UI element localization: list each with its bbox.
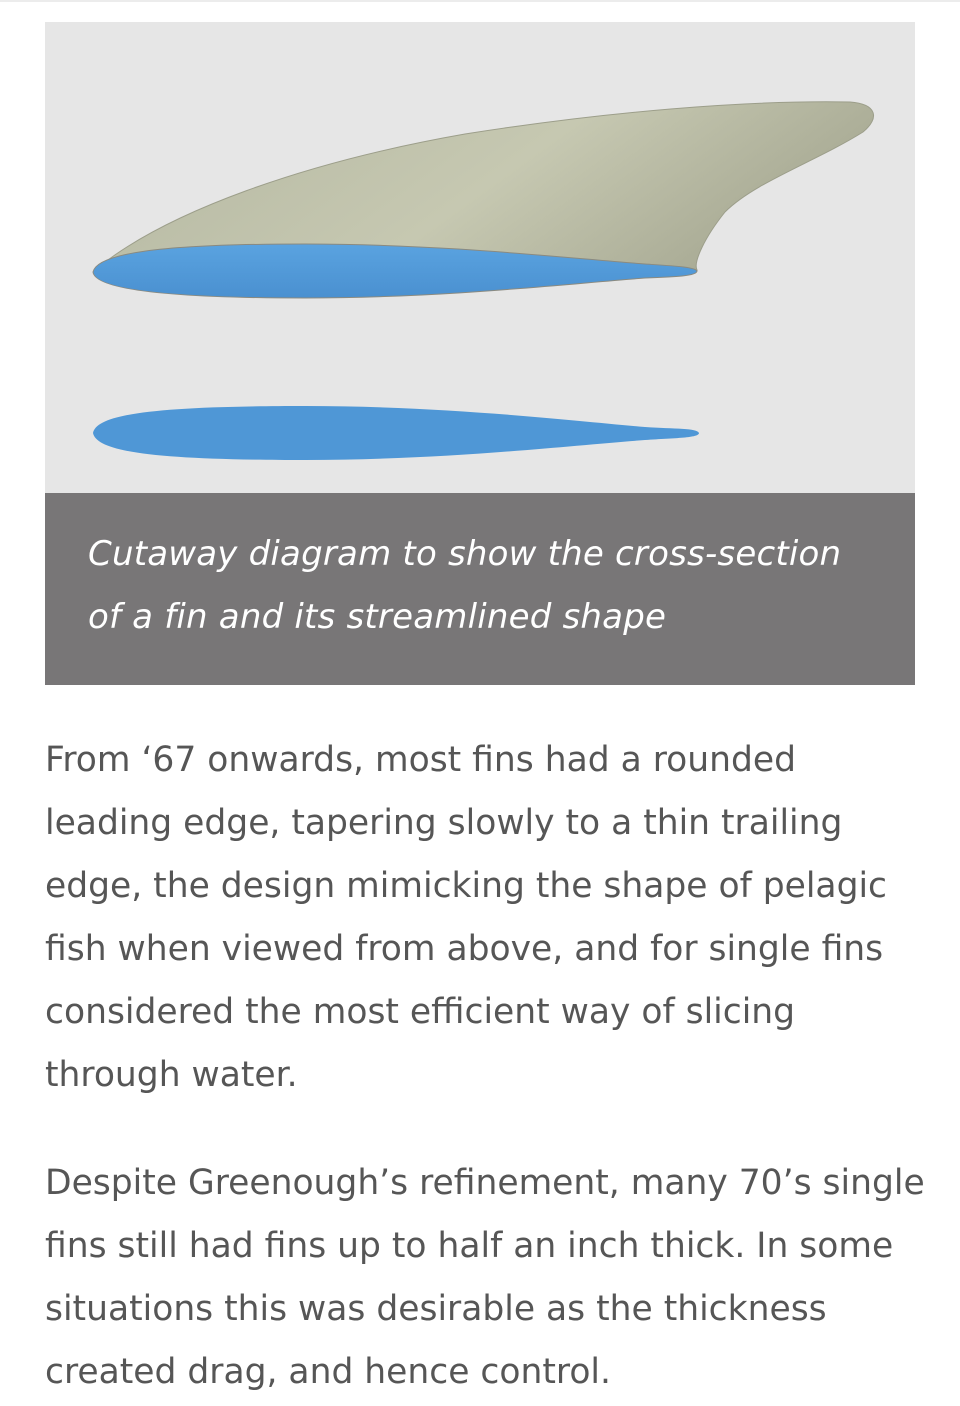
fin-cutaway-illustration	[45, 22, 915, 493]
article-paragraph: From ‘67 onwards, most fins had a rounded leading edge, tapering slowly to a thin trailing edge, the design mimicking the shape of pelagic fish when viewed from above, and for single fins considered the most efficient way of slicing through water.	[45, 740, 888, 1095]
fin-figure	[45, 22, 915, 685]
article-paragraph: Despite Greenough’s refinement, many 70’s single fins still had fins up to half an inch thick. In some situations this was desirable as the thickness created drag, and hence control.	[45, 1163, 925, 1392]
fin-diagram-svg	[45, 22, 915, 493]
figure-caption: Cutaway diagram to show the cross-section of a fin and its streamlined shape	[45, 493, 915, 685]
top-divider	[0, 0, 960, 2]
cross-section-shape	[93, 406, 699, 460]
fin-profile-shape	[95, 102, 874, 270]
